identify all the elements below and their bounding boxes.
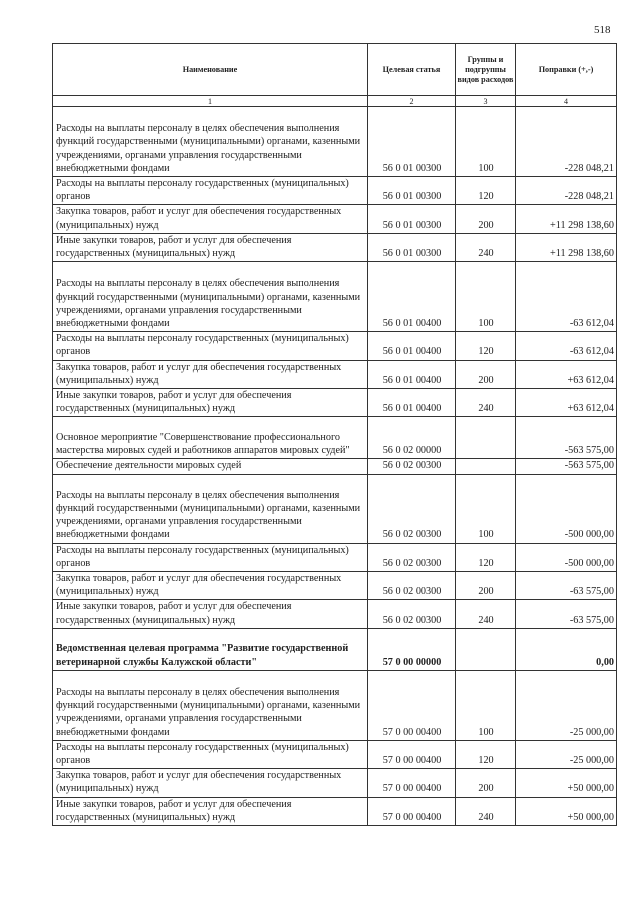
- table-row: [53, 107, 617, 177]
- row-name: Иные закупки товаров, работ и услуг для обеспечения государственных (муниципальных) нужд: [53, 233, 368, 261]
- row-amount: +63 612,04: [516, 360, 617, 388]
- row-target: 56 0 02 00300: [368, 543, 456, 571]
- row-target: 57 0 00 00400: [368, 797, 456, 825]
- row-amount: -63 575,00: [516, 600, 617, 628]
- row-amount: -500 000,00: [516, 543, 617, 571]
- row-group: 100: [456, 262, 516, 332]
- row-name: Расходы на выплаты персоналу в целях обеспечения выполнения функций государственными (муниципальными) органами, казенными учреждениями, органами управления государственными внебюджетными фондами: [53, 670, 368, 740]
- row-amount: -25 000,00: [516, 670, 617, 740]
- row-amount: -63 612,04: [516, 332, 617, 360]
- column-number: 4: [516, 96, 617, 107]
- row-group: [456, 417, 516, 459]
- row-target: 57 0 00 00400: [368, 740, 456, 768]
- row-name: Закупка товаров, работ и услуг для обеспечения государственных (муниципальных) нужд: [53, 769, 368, 797]
- row-group: 100: [456, 670, 516, 740]
- table-row: [53, 389, 617, 417]
- row-target: 57 0 00 00400: [368, 769, 456, 797]
- header-name: Наименование: [53, 44, 368, 96]
- row-target: 56 0 02 00300: [368, 474, 456, 543]
- row-name: Закупка товаров, работ и услуг для обеспечения государственных (муниципальных) нужд: [53, 572, 368, 600]
- table-row: [53, 233, 617, 261]
- table-row: [53, 474, 617, 543]
- row-name: Расходы на выплаты персоналу в целях обеспечения выполнения функций государственными (муниципальными) органами, казенными учреждениями, органами управления государственными внебюджетными фондами: [53, 474, 368, 543]
- row-group: 240: [456, 600, 516, 628]
- table-row: [53, 417, 617, 459]
- row-group: 200: [456, 572, 516, 600]
- row-name: Иные закупки товаров, работ и услуг для обеспечения государственных (муниципальных) нужд: [53, 797, 368, 825]
- row-name: Расходы на выплаты персоналу государственных (муниципальных) органов: [53, 543, 368, 571]
- row-group: 240: [456, 233, 516, 261]
- row-group: 120: [456, 543, 516, 571]
- row-target: 56 0 01 00400: [368, 262, 456, 332]
- row-name: Расходы на выплаты персоналу в целях обеспечения выполнения функций государственными (муниципальными) органами, казенными учреждениями, органами управления государственными внебюджетными фондами: [53, 107, 368, 177]
- row-amount: -25 000,00: [516, 740, 617, 768]
- row-name: Расходы на выплаты персоналу государственных (муниципальных) органов: [53, 332, 368, 360]
- header-amount: Поправки (+,-): [516, 44, 617, 96]
- row-target: 56 0 01 00300: [368, 107, 456, 177]
- table-row: [53, 670, 617, 740]
- row-name: Закупка товаров, работ и услуг для обеспечения государственных (муниципальных) нужд: [53, 360, 368, 388]
- row-amount: +50 000,00: [516, 797, 617, 825]
- row-amount: -563 575,00: [516, 459, 617, 474]
- row-group: [456, 459, 516, 474]
- row-target: 56 0 01 00400: [368, 389, 456, 417]
- row-target: 56 0 01 00400: [368, 360, 456, 388]
- row-name: Основное мероприятие "Совершенствование профессионального мастерства мировых судей и работников аппаратов мировых судей": [53, 417, 368, 459]
- row-target: 56 0 01 00400: [368, 332, 456, 360]
- row-group: 200: [456, 360, 516, 388]
- row-target: 56 0 01 00300: [368, 233, 456, 261]
- table-row: [53, 205, 617, 233]
- row-amount: -63 575,00: [516, 572, 617, 600]
- row-group: 120: [456, 332, 516, 360]
- row-amount: 0,00: [516, 628, 617, 670]
- row-target: 56 0 02 00300: [368, 459, 456, 474]
- row-amount: -563 575,00: [516, 417, 617, 459]
- row-group: 100: [456, 107, 516, 177]
- row-amount: +50 000,00: [516, 769, 617, 797]
- table-header-row: [53, 44, 617, 96]
- table-row: [53, 572, 617, 600]
- row-name: Ведомственная целевая программа "Развитие государственной ветеринарной службы Калужской области": [53, 628, 368, 670]
- column-number: 3: [456, 96, 516, 107]
- table-row: [53, 543, 617, 571]
- table-row: [53, 600, 617, 628]
- header-target: Целевая статья: [368, 44, 456, 96]
- row-amount: +11 298 138,60: [516, 205, 617, 233]
- row-amount: -500 000,00: [516, 474, 617, 543]
- row-name: Иные закупки товаров, работ и услуг для обеспечения государственных (муниципальных) нужд: [53, 389, 368, 417]
- table-row: [53, 262, 617, 332]
- row-amount: -228 048,21: [516, 107, 617, 177]
- row-target: 56 0 01 00300: [368, 205, 456, 233]
- row-target: 56 0 02 00300: [368, 572, 456, 600]
- row-name: Расходы на выплаты персоналу государственных (муниципальных) органов: [53, 740, 368, 768]
- table-row: [53, 332, 617, 360]
- row-name: Иные закупки товаров, работ и услуг для обеспечения государственных (муниципальных) нужд: [53, 600, 368, 628]
- column-number-row: [53, 96, 617, 107]
- row-group: 120: [456, 740, 516, 768]
- table-row: [53, 769, 617, 797]
- page-number: 518: [594, 24, 611, 36]
- row-amount: -228 048,21: [516, 177, 617, 205]
- budget-table: [52, 43, 617, 826]
- row-name: Обеспечение деятельности мировых судей: [53, 459, 368, 474]
- row-group: 240: [456, 797, 516, 825]
- row-name: Закупка товаров, работ и услуг для обеспечения государственных (муниципальных) нужд: [53, 205, 368, 233]
- row-amount: -63 612,04: [516, 262, 617, 332]
- table-row: [53, 360, 617, 388]
- row-name: Расходы на выплаты персоналу в целях обеспечения выполнения функций государственными (муниципальными) органами, казенными учреждениями, органами управления государственными внебюджетными фондами: [53, 262, 368, 332]
- row-amount: +11 298 138,60: [516, 233, 617, 261]
- table-row: [53, 797, 617, 825]
- table-row-program: [53, 628, 617, 670]
- table-row: [53, 459, 617, 474]
- table-row: [53, 177, 617, 205]
- header-group: Группы и подгруппы видов расходов: [456, 44, 516, 96]
- row-target: 57 0 00 00000: [368, 628, 456, 670]
- row-group: [456, 628, 516, 670]
- row-amount: +63 612,04: [516, 389, 617, 417]
- column-number: 2: [368, 96, 456, 107]
- row-group: 100: [456, 474, 516, 543]
- row-group: 120: [456, 177, 516, 205]
- row-target: 56 0 01 00300: [368, 177, 456, 205]
- column-number: 1: [53, 96, 368, 107]
- row-group: 200: [456, 769, 516, 797]
- row-group: 200: [456, 205, 516, 233]
- row-group: 240: [456, 389, 516, 417]
- table-row: [53, 740, 617, 768]
- row-target: 57 0 00 00400: [368, 670, 456, 740]
- row-target: 56 0 02 00300: [368, 600, 456, 628]
- row-name: Расходы на выплаты персоналу государственных (муниципальных) органов: [53, 177, 368, 205]
- row-target: 56 0 02 00000: [368, 417, 456, 459]
